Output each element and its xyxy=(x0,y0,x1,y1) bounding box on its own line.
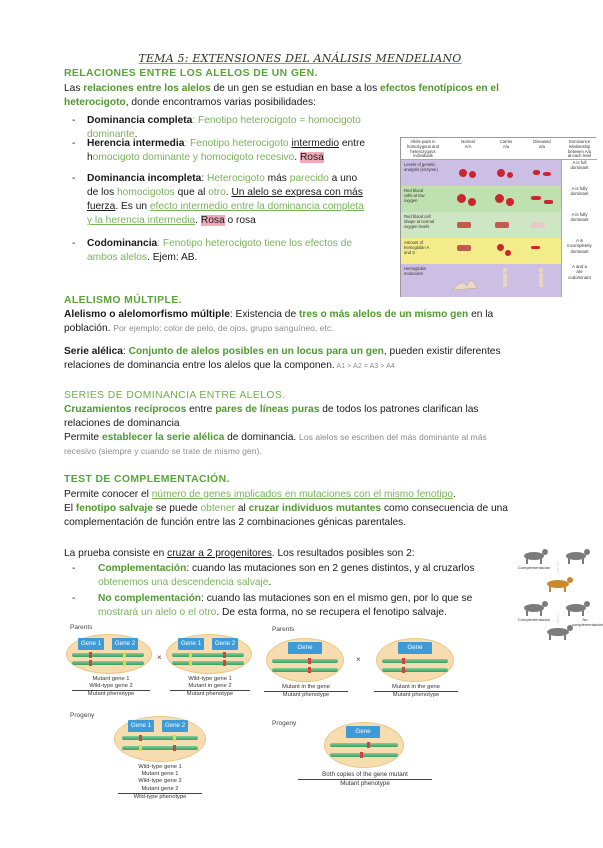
dog-label: Complementación xyxy=(518,617,551,622)
paragraph-serie-alelica: Serie alélica: Conjunto de alelos posibles en un locus para un gen, pueden existir diferentes relaciones de dominancia entre los alelos que la componen. A1 > A2 = A3 > A4 xyxy=(64,346,501,372)
gene-box: Gene xyxy=(288,642,322,654)
progeny-label: Progeny xyxy=(272,720,297,727)
intro-paragraph: Las relaciones entre los alelos de un gen se estudian en base a los efectos fenotípicos en el heterocigoto, donde encontramos varias posibilidades: xyxy=(64,83,499,109)
gene-box: Gene xyxy=(346,726,380,738)
complementation-diagram: Parents Gene 1 Gene 2 Mutant gene 1 Wild-type gene 2 Mutant phenotype × Gene 1 Gene 2 Wild-type gene 1 Mutant in gene 2 Mutant phenotype Progeny Gene 1 Gene 2 Wild-type gene 1 Mutant gene 1 Wild-type gene 2 Mutant gene 2 Wild-type phenotype xyxy=(62,624,252,799)
gene-1-box: Gene 1 xyxy=(78,638,104,650)
section-heading-alleles: RELACIONES ENTRE LOS ALELOS DE UN GEN. xyxy=(64,68,318,79)
dog-cross-figure xyxy=(518,544,603,644)
gene-1-box: Gene 1 xyxy=(178,638,204,650)
table-col-header: Normal A/A xyxy=(461,139,475,149)
table-row: Red blood cell shape at normal oxygen levels xyxy=(401,212,561,238)
table-side-label: A is fully dominant xyxy=(561,186,597,212)
table-row: Hemoglobin molecules xyxy=(401,264,561,297)
table-col-header: Carrier A/a xyxy=(499,139,513,149)
table-side-label: A is fully dominant xyxy=(561,212,597,238)
paragraph-alelismo: Alelismo o alelomorfismo múltiple: Existencia de tres o más alelos de un mismo gen en la población. Por ejemplo: color de pelo, de ojos, grupo sanguíneo, etc. xyxy=(64,309,494,335)
parents-label: Parents xyxy=(70,624,93,631)
gene-1-box: Gene 1 xyxy=(128,720,154,732)
cross-symbol: × xyxy=(356,655,361,664)
table-row: Levels of genetic analysis (enzyme) xyxy=(401,160,561,186)
page-title: TEMA 5: EXTENSIONES DEL ANÁLISIS MENDELIANO xyxy=(138,52,462,65)
section-heading-complementation: TEST DE COMPLEMENTACIÓN. xyxy=(64,474,230,485)
table-col-header: Dominance relationship between A/a at each level xyxy=(567,139,592,159)
cross-symbol: × xyxy=(157,653,162,662)
section-heading-multiple-alleles: ALELISMO MÚLTIPLE. xyxy=(64,295,182,306)
paragraph-test-procedure: La prueba consiste en cruzar a 2 progenitores. Los resultados posibles son 2: xyxy=(64,548,415,559)
no-complementation-diagram: Parents Gene Mutant in the gene Mutant phenotype × Gene Mutant in the gene Mutant phenotype Progeny Gene Both copies of the gene mutant Mutant phenotype xyxy=(262,626,472,796)
paragraph-cruzamientos: Cruzamientos recíprocos entre pares de líneas puras de todos los patrones clarifican las relaciones de dominancia Permite establecer la serie alélica de dominancia. Los alelos se escriben del más dominante al más recesivo (siempre y cuando se trate de mismo gen). xyxy=(64,404,487,457)
table-row: Amount of hemoglobin A and S xyxy=(401,238,561,264)
table-col-header: Diseased a/a xyxy=(533,139,551,149)
paragraph-complementation-intro: Permite conocer el número de genes implicados en mutaciones con el mismo fenotipo. El fenotipo salvaje se puede obtener al cruzar individuos mutantes como consecuencia de una complementación de función entre las 2 combinaciones génicas parentales. xyxy=(64,489,508,529)
gene-2-box: Gene 2 xyxy=(212,638,238,650)
section-heading-dominance-series: SERIES DE DOMINANCIA ENTRE ALELOS. xyxy=(64,390,286,401)
table-side-label: A and a are codominant xyxy=(561,264,597,297)
dog-label: Complementación xyxy=(518,565,551,570)
progeny-label: Progeny xyxy=(70,712,95,719)
table-side-label: A is incompletely dominant xyxy=(561,238,597,264)
gene-box: Gene xyxy=(398,642,432,654)
table-side-label: A is full dominant xyxy=(561,160,597,186)
dog-silhouettes xyxy=(518,544,603,644)
table-header xyxy=(401,138,597,160)
gene-2-box: Gene 2 xyxy=(112,638,138,650)
body-silhouettes xyxy=(401,264,561,297)
table-col-header: Allele pairs in homozygous and heterozygous individuals xyxy=(407,139,439,159)
dominance-table-figure xyxy=(400,137,596,297)
gene-2-box: Gene 2 xyxy=(162,720,188,732)
parents-label: Parents xyxy=(272,626,295,633)
table-row: Red blood cells at low oxygen xyxy=(401,186,561,212)
dog-label: No complementación xyxy=(572,617,603,627)
